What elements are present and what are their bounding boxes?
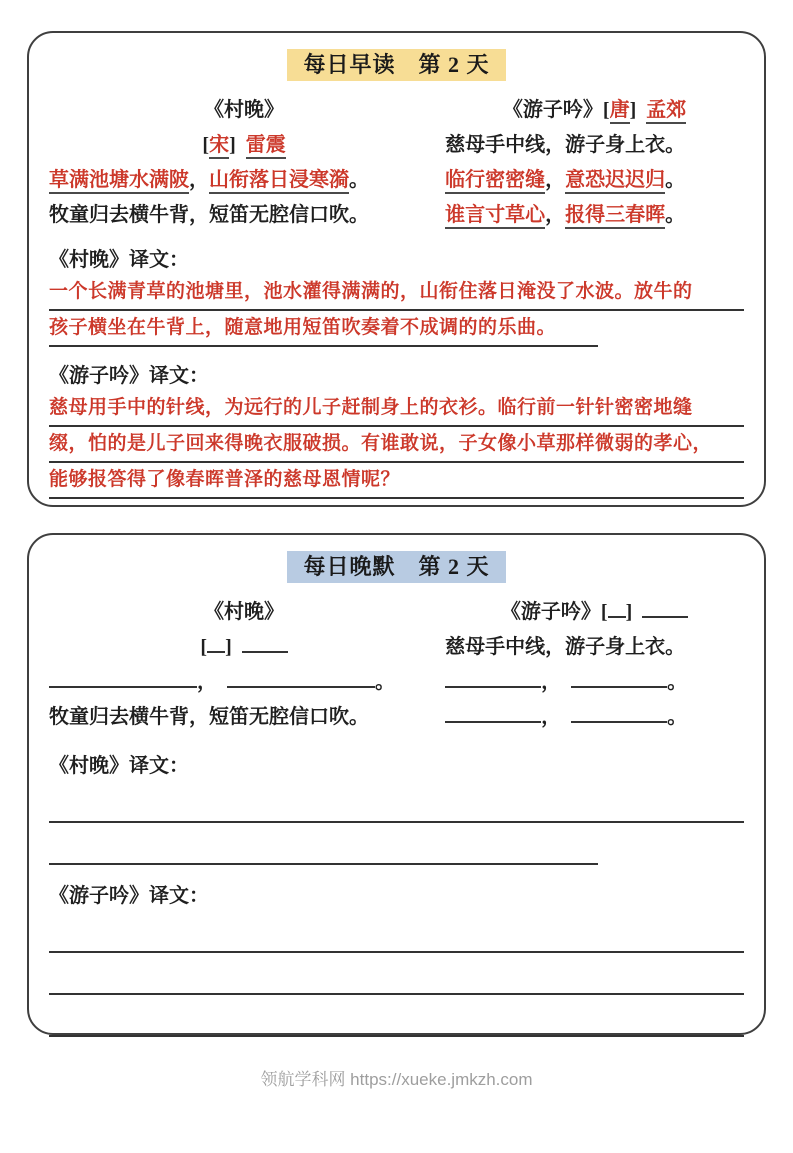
poem-youziyin-line3 [445,198,744,233]
author-blank [642,600,688,618]
dictation-cunwan-title: 《村晚》 [204,601,285,623]
poem-cunwan-line2: 牧童归去横牛背，短笛无腔信口吹。 [49,204,369,226]
evening-poems [49,595,744,735]
poem-cunwan [49,93,445,233]
poem-youziyin-byline [445,93,744,128]
verse-phrase: 临行密密缝 [445,169,545,194]
poem-youziyin-line2 [445,163,744,198]
verse-phrase: 谁言寸草心 [445,204,545,229]
bracket-open: [ [600,601,608,623]
cunwan-translation-line: 一个长满青草的池塘里，池水灌得满满的，山衔住落日淹没了水波。放牛的 [49,275,744,311]
period: 。 [667,671,688,693]
dynasty-label: 宋 [209,134,229,159]
writing-line [49,995,744,1037]
author-blank [242,635,288,653]
period: 。 [665,204,686,226]
dynasty-blank [207,635,225,653]
poem-cunwan-line1 [49,163,439,198]
period: 。 [667,706,688,728]
writing-line [49,823,598,865]
youziyin-translation-line: 慈母用手中的针线，为远行的儿子赶制身上的衣衫。临行前一针针密密地缝 [49,391,744,427]
dictation-cunwan-line1-blank [49,665,439,700]
dictation-youziyin [445,595,744,735]
verse-blank [49,670,197,688]
dictation-cunwan [49,595,445,735]
verse-phrase: 草满池塘水满陂 [49,169,189,194]
bracket-close: ] [629,99,637,121]
comma: ， [541,706,562,728]
dictation-youziyin-line1: 慈母手中线，游子身上衣。 [445,636,686,658]
poem-cunwan-byline [49,128,439,163]
dictation-youziyin-byline-blank [445,595,744,630]
comma: ， [197,671,217,693]
verse-phrase: 报得三春晖 [565,204,665,229]
period: 。 [375,671,395,693]
dictation-cunwan-byline-blank [49,630,439,665]
dictation-cunwan-line2: 牧童归去横牛背，短笛无腔信口吹。 [49,706,369,728]
comma: ， [541,671,562,693]
author-name: 雷震 [246,134,286,159]
comma: ， [545,204,566,226]
youziyin-translation-line: 缀，怕的是儿子回来得晚衣服破损。有谁敢说，子女像小草那样微弱的孝心， [49,427,744,463]
comma: ， [189,169,209,191]
bracket-open: [ [602,99,610,121]
youziyin-translation-line: 能够报答得了像春晖普泽的慈母恩情呢？ [49,463,744,499]
cunwan-translation-line: 孩子横坐在牛背上，随意地用短笛吹奏着不成调的的乐曲。 [49,311,598,347]
dictation-youziyin-translation-label: 《游子吟》译文： [49,885,209,907]
verse-phrase: 意恐迟迟归 [565,169,665,194]
dynasty-blank [608,600,626,618]
dictation-youziyin-line3-blank [445,700,744,735]
writing-line [49,911,744,953]
morning-poems [49,93,744,233]
verse-blank [571,670,667,688]
dictation-youziyin-title: 《游子吟》 [500,601,601,623]
morning-title-badge: 每日早读 第 2 天 [287,49,505,81]
bracket-close: ] [225,636,232,658]
dynasty-label: 唐 [610,99,630,124]
site-watermark: 领航学科网 https://xueke.jmkzh.com [260,1070,533,1089]
poem-cunwan-title: 《村晚》 [204,99,285,121]
bracket-close: ] [229,134,236,156]
poem-youziyin-line1: 慈母手中线，游子身上衣。 [445,134,686,156]
bracket-open: [ [200,636,208,658]
dictation-cunwan-translation-label: 《村晚》译文： [49,755,189,777]
cunwan-translation-label: 《村晚》译文： [49,249,189,271]
author-name: 孟郊 [646,99,686,124]
bracket-close: ] [625,601,633,623]
poem-youziyin [445,93,744,233]
bracket-open: [ [202,134,210,156]
writing-line [49,781,744,823]
dictation-youziyin-line2-blank [445,665,744,700]
verse-phrase: 山衔落日浸寒漪 [209,169,349,194]
writing-line [49,953,744,995]
verse-blank [227,670,375,688]
verse-blank [571,705,667,723]
poem-youziyin-title: 《游子吟》 [502,99,603,121]
comma: ， [545,169,566,191]
verse-blank [445,670,541,688]
youziyin-translation-label: 《游子吟》译文： [49,365,209,387]
evening-title-badge: 每日晚默 第 2 天 [287,551,505,583]
verse-blank [445,705,541,723]
morning-reading-card [27,31,766,507]
period: 。 [665,169,686,191]
period: 。 [349,169,369,191]
evening-dictation-card [27,533,766,1035]
